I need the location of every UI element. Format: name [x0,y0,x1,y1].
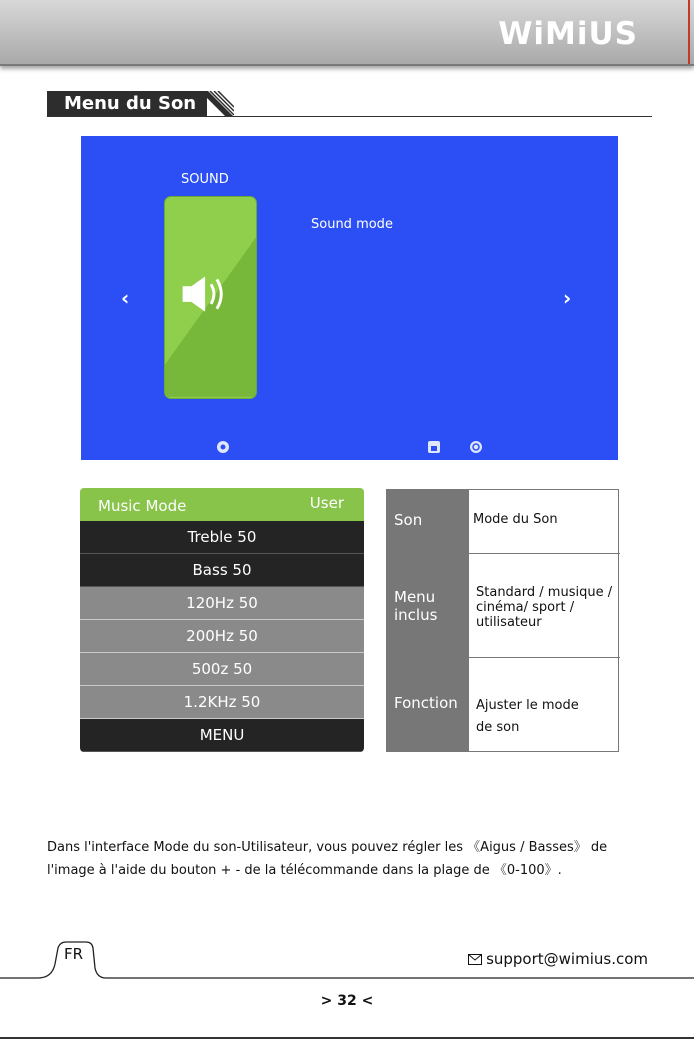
menu-header-label: Music Mode [98,497,187,515]
brand-logo: WiMiUS [498,16,638,52]
lock-icon [427,440,441,454]
card-shade [165,197,256,398]
info-value-son: Mode du Son [473,512,558,527]
left-arrow-icon: ‹ [121,286,130,310]
card-title: SOUND [181,172,229,187]
page-number: > 32 < [320,993,374,1009]
menu-row-bass: Bass 50 [80,554,364,587]
sound-card [164,196,257,399]
support-email: support@wimius.com [486,950,648,968]
info-value-fonction: Ajuster le mode de son [476,698,579,735]
info-label-fonction: Fonction [387,658,469,752]
title-rule [47,116,652,117]
language-tab: FR [64,945,84,963]
tv-sound-screenshot [81,136,618,460]
power-icon [469,440,483,454]
page-header [0,0,694,66]
menu-row-menu: MENU [80,719,364,752]
menu-row-1-2khz: 1.2KHz 50 [80,686,364,719]
body-line-2: l'image à l'aide du bouton + - de la télécommande dans la plage de 《0-100》. [47,863,562,878]
info-label-menu: Menu inclus [387,554,469,658]
menu-row-200hz: 200Hz 50 [80,620,364,653]
menu-row-500hz: 500z 50 [80,653,364,686]
info-value-menu: Standard / musique / cinéma/ sport / utilisateur [476,585,613,630]
header-accent-line [688,0,690,64]
right-arrow-icon: › [563,286,572,310]
title-stripes-decoration [200,91,234,117]
menu-header [80,488,364,521]
sound-mode-label: Sound mode [311,217,393,232]
info-label-son: Son [387,490,469,554]
bottom-rule [0,1037,694,1039]
music-mode-menu [80,488,364,752]
menu-row-treble: Treble 50 [80,521,364,554]
settings-icon [216,440,230,454]
section-title: Menu du Son [47,91,207,117]
mail-icon [468,954,482,965]
info-table [386,489,619,752]
menu-header-value: User [309,494,344,512]
body-paragraph [47,836,657,882]
support-contact [468,950,648,968]
menu-row-120hz: 120Hz 50 [80,587,364,620]
body-line-1: Dans l'interface Mode du son-Utilisateur, vous pouvez régler les 《Aigus / Basses》 de [47,840,608,855]
